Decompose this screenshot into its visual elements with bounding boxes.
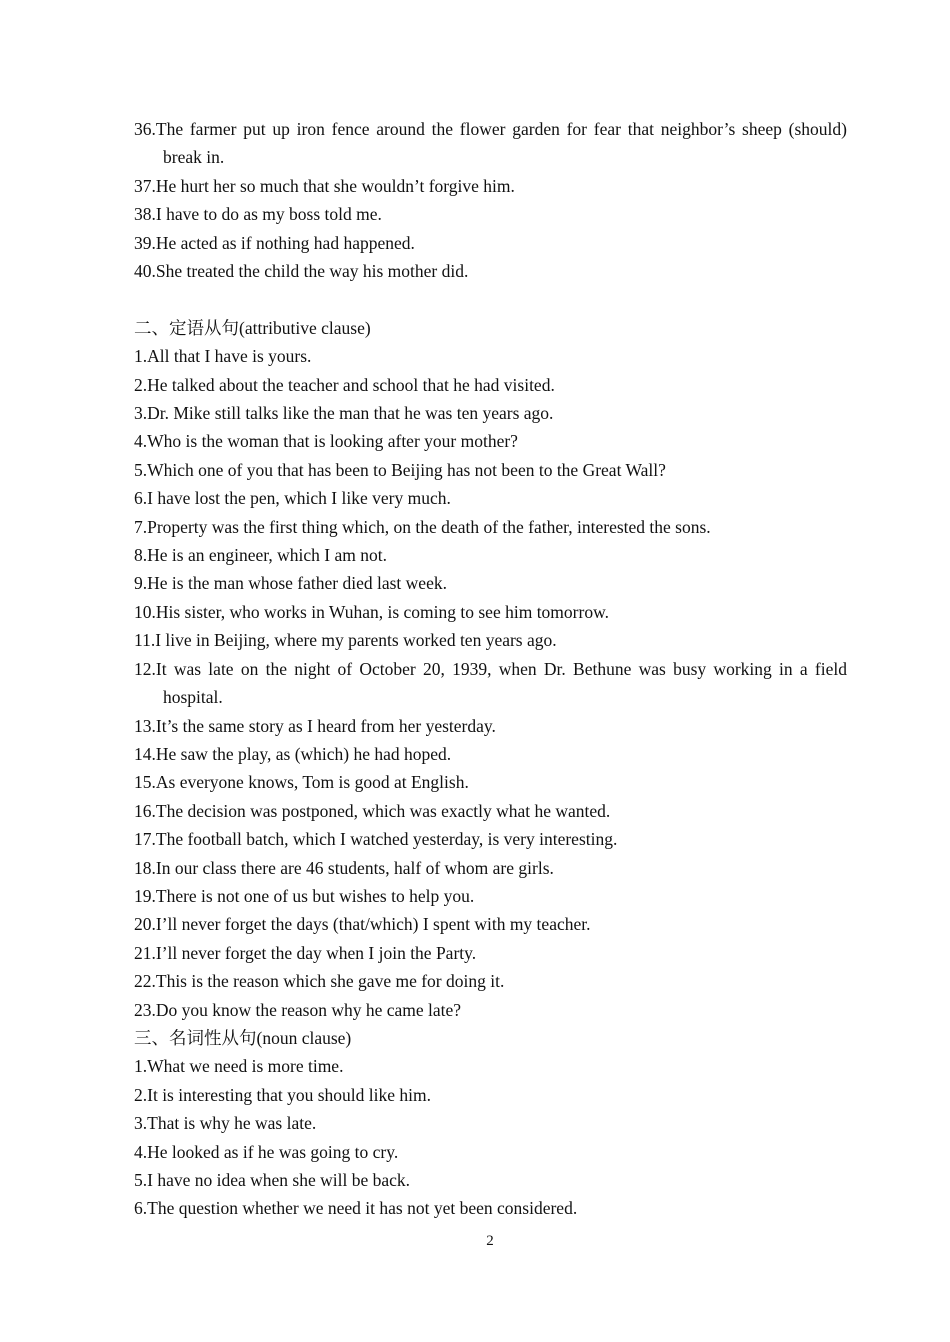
list-item: 5.I have no idea when she will be back.	[134, 1170, 411, 1191]
list-item: 9.He is the man whose father died last week.	[134, 573, 447, 594]
list-item: 36.The farmer put up iron fence around the flower garden for fear that neighbor’s sheep (should) break in.	[134, 119, 847, 168]
top-list	[134, 115, 847, 285]
page-number: 2	[486, 1233, 494, 1249]
list-item: 20.I’ll never forget the days (that/which) I spent with my teacher.	[134, 914, 591, 935]
list-item: 12.It was late on the night of October 20, 1939, when Dr. Bethune was busy working in a field hospital.	[134, 658, 847, 708]
section-gap	[134, 285, 847, 313]
list-item: 10.His sister, who works in Wuhan, is coming to see him tomorrow.	[134, 601, 609, 622]
list-item: 40.She treated the child the way his mother did.	[134, 261, 469, 282]
list-item: 8.He is an engineer, which I am not.	[134, 545, 387, 566]
list-item: 17.The football batch, which I watched yesterday, is very interesting.	[134, 829, 618, 850]
list-item: 3.That is why he was late.	[134, 1113, 317, 1134]
list-item: 7.Property was the first thing which, on the death of the father, interested the sons.	[134, 516, 711, 537]
page-content	[134, 115, 847, 1223]
list-item: 21.I’ll never forget the day when I join the Party.	[134, 942, 477, 963]
list-item: 14.He saw the play, as (which) he had hoped.	[134, 743, 452, 764]
list-item: 1.What we need is more time.	[134, 1056, 344, 1077]
list-item: 2.He talked about the teacher and school that he had visited.	[134, 374, 555, 395]
list-item: 38.I have to do as my boss told me.	[134, 204, 382, 225]
list-item: 6.I have lost the pen, which I like very much.	[134, 488, 451, 509]
section-heading: 二、定语从句(attributive clause)	[134, 317, 371, 338]
list-item: 16.The decision was postponed, which was exactly what he wanted.	[134, 800, 611, 821]
list-item: 15.As everyone knows, Tom is good at English.	[134, 772, 469, 793]
list-item: 13.It’s the same story as I heard from her yesterday.	[134, 715, 496, 736]
list-item: 19.There is not one of us but wishes to help you.	[134, 885, 475, 906]
list-item: 18.In our class there are 46 students, half of whom are girls.	[134, 857, 554, 878]
list-item: 1.All that I have is yours.	[134, 346, 312, 367]
list-item: 37.He hurt her so much that she wouldn’t forgive him.	[134, 175, 515, 196]
list-item: 11.I live in Beijing, where my parents worked ten years ago.	[134, 630, 557, 651]
list-item: 2.It is interesting that you should like him.	[134, 1084, 431, 1105]
attributive-clause-section	[134, 314, 847, 1024]
list-item: 39.He acted as if nothing had happened.	[134, 232, 415, 253]
section-heading: 三、名词性从句(noun clause)	[134, 1027, 352, 1048]
list-item: 4.Who is the woman that is looking after your mother?	[134, 431, 518, 452]
list-item: 3.Dr. Mike still talks like the man that he was ten years ago.	[134, 403, 554, 424]
list-item: 22.This is the reason which she gave me for doing it.	[134, 971, 505, 992]
noun-clause-section	[134, 1024, 847, 1223]
list-item: 23.Do you know the reason why he came late?	[134, 999, 462, 1020]
list-item: 6.The question whether we need it has not yet been considered.	[134, 1198, 578, 1219]
list-item: 5.Which one of you that has been to Beijing has not been to the Great Wall?	[134, 459, 666, 480]
list-item: 4.He looked as if he was going to cry.	[134, 1141, 399, 1162]
